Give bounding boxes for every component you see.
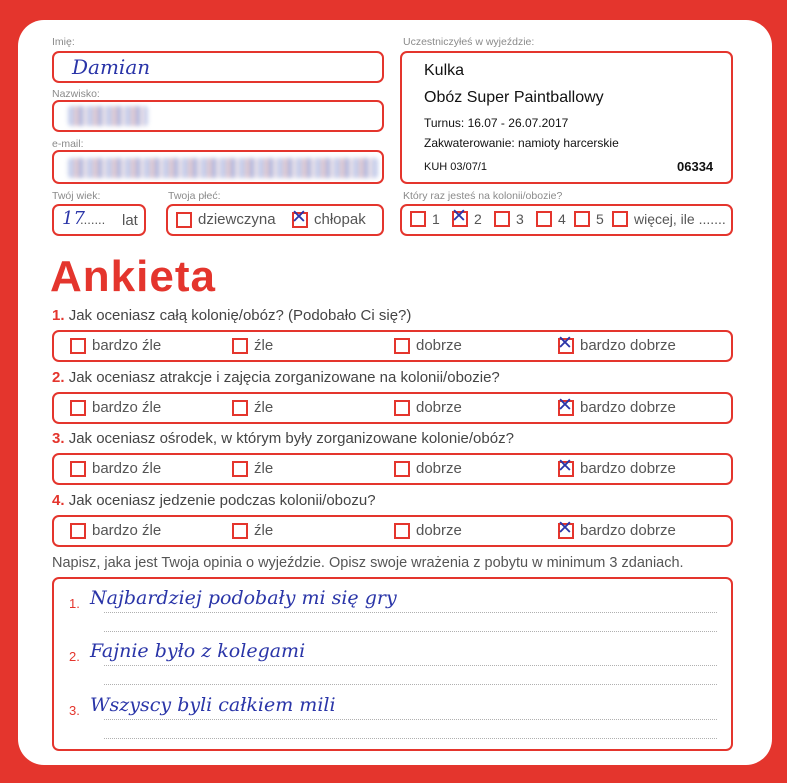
email-redacted	[68, 158, 378, 178]
trip-info-box	[400, 51, 733, 184]
times-option-4[interactable]	[536, 211, 566, 227]
rating-option-very-good[interactable]	[557, 516, 676, 539]
option-label: bardzo dobrze	[580, 337, 676, 354]
survey-title: Ankieta	[50, 252, 216, 301]
checkbox-checked[interactable]	[291, 205, 308, 228]
rating-option-good[interactable]	[394, 460, 462, 477]
question-3	[52, 430, 514, 447]
line-number: 3.	[69, 703, 80, 718]
checkbox[interactable]	[232, 461, 248, 477]
question-2	[52, 369, 500, 386]
checkbox-checked[interactable]	[557, 516, 574, 539]
checkbox-checked[interactable]	[451, 205, 468, 227]
option-label: więcej, ile .......	[634, 211, 726, 227]
surname-label: Nazwisko:	[52, 88, 100, 100]
rating-row-2	[52, 392, 733, 424]
check-mark-icon: ✕	[291, 205, 307, 228]
times-option-2[interactable]	[451, 205, 482, 227]
accommodation: Zakwaterowanie: namioty harcerskie	[424, 136, 619, 150]
writing-line	[104, 738, 717, 739]
age-unit: lat	[122, 212, 138, 229]
option-label: bardzo źle	[92, 460, 162, 477]
option-label: bardzo źle	[92, 337, 162, 354]
option-label: chłopak	[314, 211, 366, 228]
email-field[interactable]	[52, 150, 384, 184]
times-field	[400, 204, 733, 236]
rating-option-good[interactable]	[394, 399, 462, 416]
opinion-line-3: Wszyscy byli całkiem mili	[90, 694, 336, 716]
checkbox[interactable]	[176, 212, 192, 228]
option-label: 3	[516, 211, 524, 227]
option-label: bardzo źle	[92, 399, 162, 416]
checkbox-checked[interactable]	[557, 393, 574, 416]
trip-label: Uczestniczyłeś w wyjeździe:	[403, 36, 535, 48]
option-label: źle	[254, 337, 274, 354]
gender-field	[166, 204, 384, 236]
camp-name: Obóz Super Paintballowy	[424, 89, 604, 106]
name-label: Imię:	[52, 36, 75, 48]
rating-option-bad[interactable]	[232, 460, 273, 477]
question-4	[52, 492, 376, 509]
checkbox[interactable]	[574, 211, 590, 227]
writing-line	[104, 719, 717, 720]
question-number: 3.	[52, 430, 65, 447]
gender-option-female[interactable]	[176, 211, 276, 228]
writing-line	[104, 684, 717, 685]
checkbox[interactable]	[394, 400, 410, 416]
checkbox[interactable]	[410, 211, 426, 227]
checkbox[interactable]	[70, 461, 86, 477]
opinion-prompt: Napisz, jaka jest Twoja opinia o wyjeździe. Opisz swoje wrażenia z pobytu w minimum 3 zdaniach.	[52, 555, 684, 571]
check-mark-icon: ✕	[557, 454, 573, 477]
trip-number: 06334	[677, 159, 714, 174]
rating-row-4	[52, 515, 733, 547]
checkbox[interactable]	[536, 211, 552, 227]
form-sheet	[18, 20, 772, 765]
checkbox-checked[interactable]	[557, 454, 574, 477]
checkbox[interactable]	[70, 338, 86, 354]
rating-option-very-good[interactable]	[557, 331, 676, 354]
option-label: dobrze	[416, 399, 462, 416]
line-number: 2.	[69, 649, 80, 664]
writing-line	[104, 612, 717, 613]
checkbox[interactable]	[232, 400, 248, 416]
option-label: bardzo dobrze	[580, 522, 676, 539]
question-text: Jak oceniasz całą kolonię/obóz? (Podobało Ci się?)	[68, 307, 412, 324]
rating-option-very-good[interactable]	[557, 393, 676, 416]
check-mark-icon: ✕	[451, 205, 467, 227]
turnus: Turnus: 16.07 - 26.07.2017	[424, 116, 569, 130]
checkbox[interactable]	[70, 523, 86, 539]
question-text: Jak oceniasz atrakcje i zajęcia zorganizowane na kolonii/obozie?	[68, 369, 500, 386]
gender-option-male[interactable]	[291, 205, 366, 228]
opinion-line-2: Fajnie było z kolegami	[90, 640, 306, 662]
rating-option-good[interactable]	[394, 337, 462, 354]
option-label: dobrze	[416, 460, 462, 477]
option-label: dziewczyna	[198, 211, 276, 228]
opinion-line-1: Najbardziej podobały mi się gry	[90, 587, 397, 609]
times-option-1[interactable]	[410, 211, 440, 227]
checkbox[interactable]	[494, 211, 510, 227]
option-label: bardzo dobrze	[580, 460, 676, 477]
option-label: źle	[254, 460, 274, 477]
option-label: dobrze	[416, 522, 462, 539]
question-number: 4.	[52, 492, 65, 509]
option-label: źle	[254, 399, 274, 416]
surname-field[interactable]	[52, 100, 384, 132]
rating-option-very-good[interactable]	[557, 454, 676, 477]
name-field[interactable]	[52, 51, 384, 83]
option-label: 1	[432, 211, 440, 227]
writing-line	[104, 631, 717, 632]
option-label: bardzo dobrze	[580, 399, 676, 416]
option-label: 2	[474, 211, 482, 227]
age-dots: .......	[80, 212, 106, 227]
rating-option-very-bad[interactable]	[70, 522, 161, 539]
rating-option-very-bad[interactable]	[70, 460, 161, 477]
checkbox[interactable]	[394, 461, 410, 477]
rating-option-very-bad[interactable]	[70, 399, 161, 416]
rating-row-3	[52, 453, 733, 485]
age-label: Twój wiek:	[52, 190, 101, 202]
checkbox-checked[interactable]	[557, 331, 574, 354]
checkbox[interactable]	[232, 523, 248, 539]
checkbox[interactable]	[394, 523, 410, 539]
option-label: 4	[558, 211, 566, 227]
check-mark-icon: ✕	[557, 331, 573, 354]
check-mark-icon: ✕	[557, 516, 573, 539]
option-label: 5	[596, 211, 604, 227]
checkbox[interactable]	[612, 211, 628, 227]
writing-line	[104, 665, 717, 666]
age-field[interactable]	[52, 204, 146, 236]
checkbox[interactable]	[232, 338, 248, 354]
surname-redacted	[68, 106, 148, 126]
age-value: 17	[62, 208, 85, 229]
rating-option-bad[interactable]	[232, 399, 273, 416]
option-label: dobrze	[416, 337, 462, 354]
email-label: e-mail:	[52, 138, 84, 150]
question-text: Jak oceniasz ośrodek, w którym były zorganizowane kolonie/obóz?	[68, 430, 514, 447]
gender-label: Twoja płeć:	[168, 190, 221, 202]
trip-code: KUH 03/07/1	[424, 161, 487, 173]
question-1	[52, 307, 411, 324]
times-label: Który raz jesteś na kolonii/obozie?	[403, 190, 563, 202]
times-option-3[interactable]	[494, 211, 524, 227]
question-text: Jak oceniasz jedzenie podczas kolonii/obozu?	[68, 492, 376, 509]
name-value: Damian	[72, 55, 151, 79]
trip-name: Kulka	[424, 62, 465, 79]
checkbox[interactable]	[70, 400, 86, 416]
opinion-textarea[interactable]	[52, 577, 733, 751]
checkbox[interactable]	[394, 338, 410, 354]
rating-option-very-bad[interactable]	[70, 337, 161, 354]
rating-option-bad[interactable]	[232, 522, 273, 539]
times-option-more[interactable]	[612, 211, 726, 227]
rating-option-good[interactable]	[394, 522, 462, 539]
option-label: źle	[254, 522, 274, 539]
times-option-5[interactable]	[574, 211, 604, 227]
line-number: 1.	[69, 596, 80, 611]
rating-row-1	[52, 330, 733, 362]
check-mark-icon: ✕	[557, 393, 573, 416]
rating-option-bad[interactable]	[232, 337, 273, 354]
option-label: bardzo źle	[92, 522, 162, 539]
question-number: 1.	[52, 307, 65, 324]
question-number: 2.	[52, 369, 65, 386]
